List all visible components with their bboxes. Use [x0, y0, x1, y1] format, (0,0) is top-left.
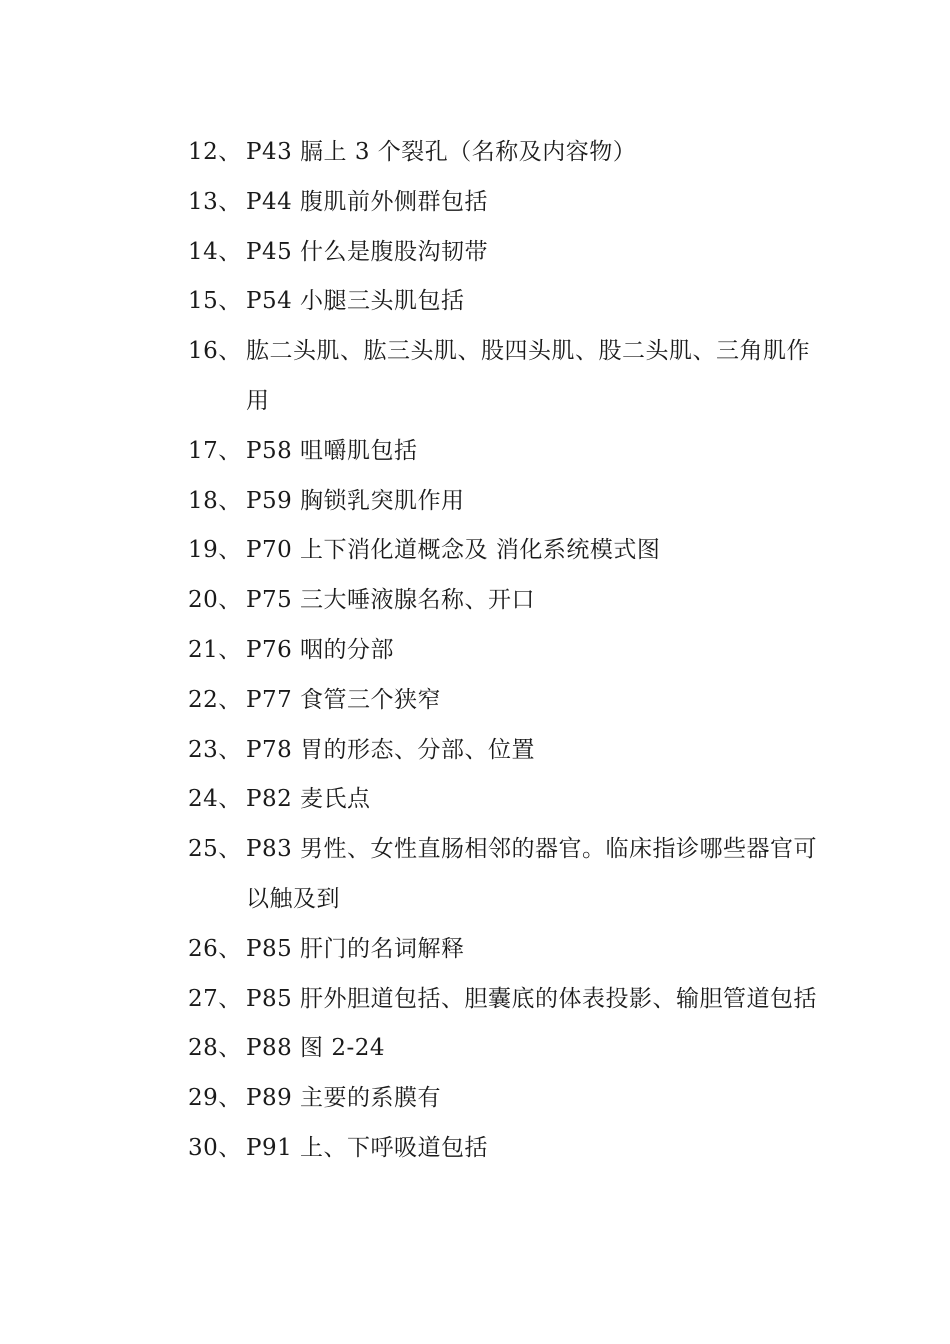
list-item	[188, 576, 818, 626]
item-text: 肱二头肌、肱三头肌、股四头肌、股二头肌、三角肌作用	[246, 338, 810, 414]
item-text: P78 胃的形态、分部、位置	[246, 736, 536, 763]
item-text: P43 膈上 3 个裂孔（名称及内容物）	[246, 139, 637, 165]
list-item	[188, 178, 818, 228]
item-number: 23、	[188, 736, 242, 763]
item-number: 19、	[188, 537, 242, 564]
list-item	[188, 1024, 818, 1074]
item-number: 24、	[188, 786, 242, 813]
item-number: 27、	[188, 985, 242, 1012]
item-text: P44 腹肌前外侧群包括	[246, 188, 489, 215]
question-list	[188, 128, 818, 1174]
item-text: P45 什么是腹股沟韧带	[246, 238, 489, 265]
item-text: P82 麦氏点	[246, 786, 371, 813]
list-item	[188, 925, 818, 975]
list-item	[188, 477, 818, 527]
item-text: P75 三大唾液腺名称、开口	[246, 587, 536, 614]
item-text: P58 咀嚼肌包括	[246, 437, 418, 464]
item-text: P85 肝门的名词解释	[246, 935, 465, 962]
item-text: P76 咽的分部	[246, 636, 395, 663]
item-number: 13、	[188, 188, 242, 215]
list-item	[188, 228, 818, 278]
item-number: 28、	[188, 1035, 242, 1062]
item-number: 14、	[188, 238, 242, 265]
item-number: 22、	[188, 686, 242, 713]
item-text: P88 图 2-24	[246, 1035, 386, 1062]
item-number: 17、	[188, 437, 242, 464]
list-item	[188, 975, 818, 1025]
item-number: 15、	[188, 288, 242, 315]
item-text: P77 食管三个狭窄	[246, 686, 442, 713]
item-number: 25、	[188, 836, 242, 863]
list-item	[188, 626, 818, 676]
item-text: P70 上下消化道概念及 消化系统模式图	[246, 537, 661, 564]
item-text: P89 主要的系膜有	[246, 1085, 442, 1112]
item-text: P54 小腿三头肌包括	[246, 288, 465, 315]
list-item	[188, 775, 818, 825]
item-text: P83 男性、女性直肠相邻的器官。临床指诊哪些器官可以触及到	[246, 836, 818, 912]
item-number: 26、	[188, 935, 242, 962]
list-item	[188, 1124, 818, 1174]
list-item	[188, 427, 818, 477]
item-number: 12、	[188, 139, 242, 165]
list-item	[188, 277, 818, 327]
list-item	[188, 726, 818, 776]
list-item	[188, 1074, 818, 1124]
list-item	[188, 327, 818, 427]
item-number: 18、	[188, 487, 242, 514]
item-text: P85 肝外胆道包括、胆囊底的体表投影、输胆管道包括	[246, 985, 818, 1012]
item-number: 20、	[188, 587, 242, 614]
item-text: P59 胸锁乳突肌作用	[246, 487, 465, 514]
item-number: 16、	[188, 338, 242, 365]
list-item	[188, 825, 818, 925]
list-item	[188, 128, 818, 178]
list-item	[188, 526, 818, 576]
item-number: 29、	[188, 1085, 242, 1112]
item-text: P91 上、下呼吸道包括	[246, 1134, 489, 1161]
item-number: 30、	[188, 1134, 242, 1161]
item-number: 21、	[188, 636, 242, 663]
list-item	[188, 676, 818, 726]
